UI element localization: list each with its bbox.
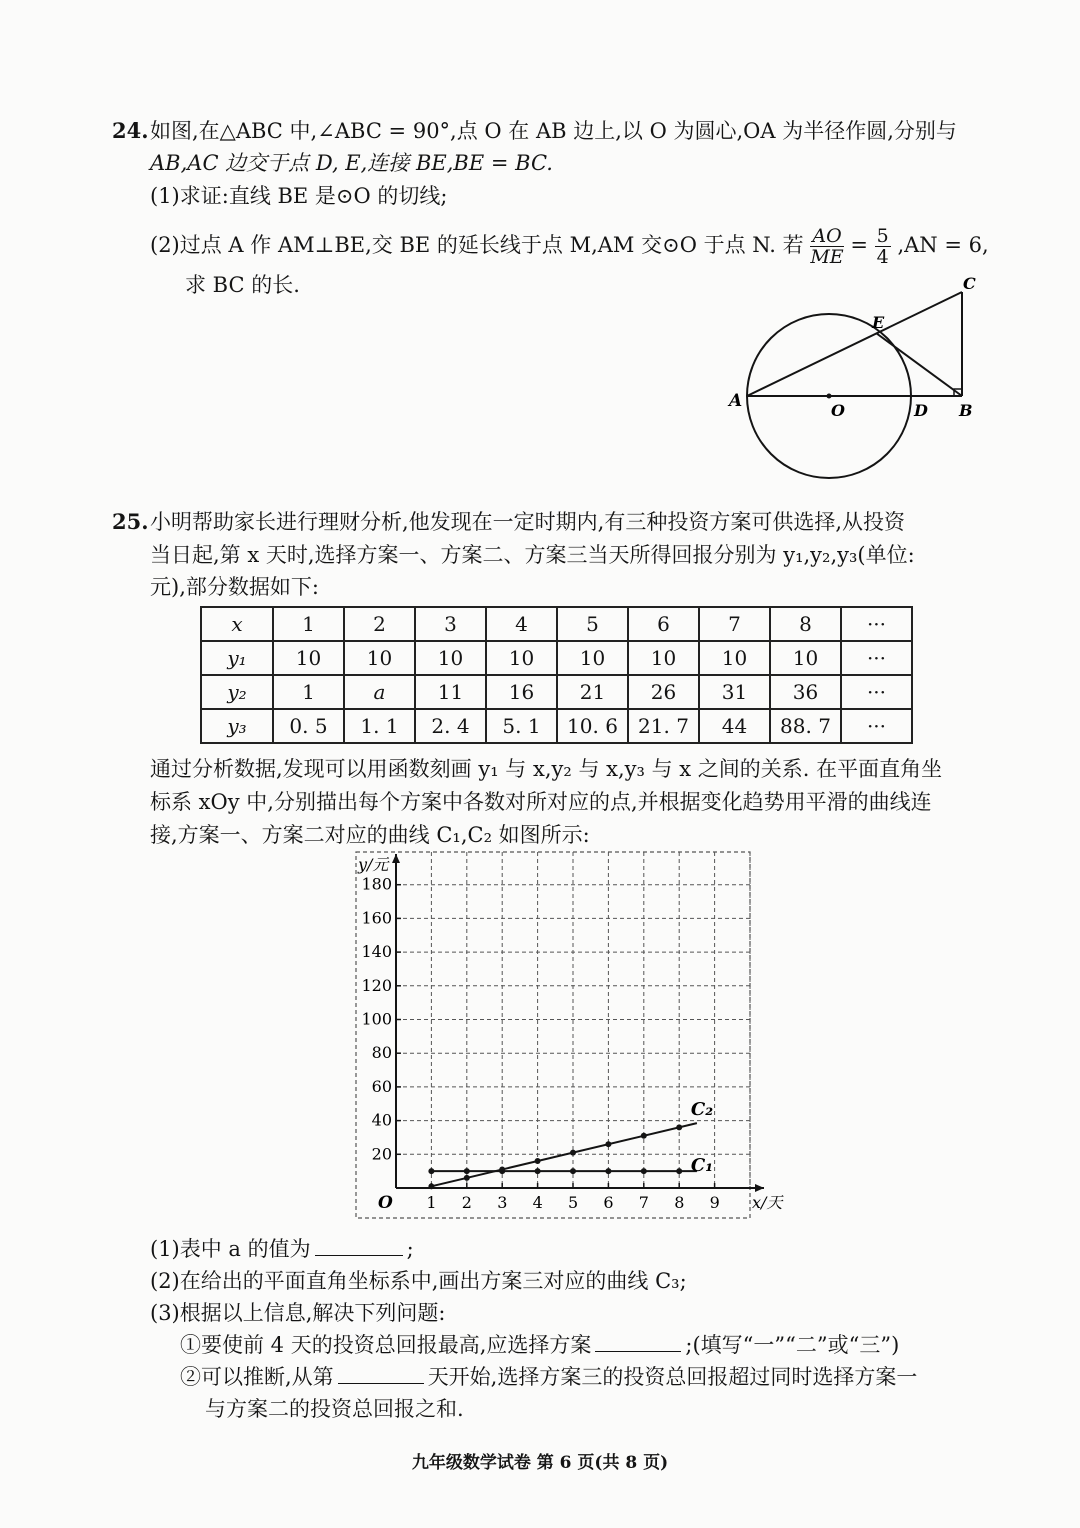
label-a: A [729,391,743,411]
q25-sub3-1 [180,1330,899,1360]
x-tick-label: 9 [709,1193,720,1212]
y-axis-label: y/元 [358,855,389,874]
x-tick-label: 4 [532,1193,543,1212]
table-cell: 10 [415,641,486,675]
table-cell: 16 [486,675,557,709]
sub3-1-hint: ;(填写“一”“二”或“三”) [685,1333,900,1357]
y-tick-label: 20 [371,1144,392,1164]
segment-be [876,333,962,396]
series-label-1: C₁ [690,1155,714,1177]
x-tick-label: 6 [603,1193,614,1212]
table-cell: y₁ [201,641,273,675]
table-cell: a [344,675,415,709]
y-tick-label: 140 [361,942,392,962]
table-cell: 10 [273,641,344,675]
ratio-den: 4 [876,246,889,268]
series-point-2 [676,1124,682,1130]
table-cell: 10 [770,641,841,675]
q25-line3: 元),部分数据如下: [150,575,319,599]
table-cell: 7 [699,607,770,641]
table-cell: 1 [273,607,344,641]
table-cell: ··· [841,709,912,743]
sub3-1-text: ①要使前 4 天的投资总回报最高,应选择方案 [180,1333,592,1357]
label-d: D [914,401,928,420]
table-cell: 1 [273,675,344,709]
table-cell: 21 [557,675,628,709]
x-tick-label: 1 [426,1193,437,1212]
series-point-1 [464,1168,470,1174]
series-point-2 [464,1175,470,1181]
q24-ratio [875,226,891,267]
y-tick-label: 100 [361,1009,392,1029]
q25-para2: 标系 xOy 中,分别描出每个方案中各数对所对应的点,并根据变化趋势用平滑的曲线连 [150,790,932,814]
table-cell: 10 [557,641,628,675]
series-point-1 [428,1168,434,1174]
q25-sub3-2-cont: 与方案二的投资总回报之和. [205,1397,464,1421]
y-tick-label: 40 [371,1110,392,1130]
table-row-y3 [201,709,912,743]
y-axis-arrow [392,854,400,863]
series-point-1 [605,1168,611,1174]
series-label-2: C₂ [690,1099,714,1121]
geometry-figure [725,275,995,490]
sub3-2-text: ②可以推断,从第 [180,1365,334,1389]
series-point-2 [428,1183,434,1189]
series-point-2 [570,1150,576,1156]
q25-sub3-2 [180,1362,917,1392]
table-cell: 10. 6 [557,709,628,743]
series-point-1 [676,1168,682,1174]
series-point-1 [641,1168,647,1174]
q24-part2-text: (2)过点 A 作 AM⊥BE,交 BE 的延长线于点 M,AM 交⊙O 于点 N. 若 [150,233,804,257]
table-cell: 5 [557,607,628,641]
q24-part2-ask: 求 BC 的长. [185,273,300,297]
x-axis-label: x/天 [752,1193,783,1212]
label-c: C [963,274,976,293]
data-table [200,606,913,744]
y-tick-label: 60 [371,1076,392,1096]
q25-para1: 通过分析数据,发现可以用函数刻画 y₁ 与 x,y₂ 与 x,y₃ 与 x 之间的关系. 在平面直角坐 [150,757,943,781]
q24-part1: (1)求证:直线 BE 是⊙O 的切线; [150,184,448,208]
series-point-1 [535,1168,541,1174]
y-tick-label: 160 [361,908,392,928]
table-cell: 5. 1 [486,709,557,743]
table-cell: 44 [699,709,770,743]
q25-sub3: (3)根据以上信息,解决下列问题: [150,1301,446,1325]
q25-para3: 接,方案一、方案二对应的曲线 C₁,C₂ 如图所示: [150,823,590,847]
sub1-end: ; [406,1237,414,1261]
table-cell: 0. 5 [273,709,344,743]
table-cell: 10 [486,641,557,675]
table-cell: 31 [699,675,770,709]
series-point-2 [605,1141,611,1147]
ratio-num: 5 [876,225,889,247]
q24-fraction [810,226,843,267]
table-cell: 2. 4 [415,709,486,743]
table-cell: 3 [415,607,486,641]
frac-num: AO [810,226,843,247]
table-cell: 10 [344,641,415,675]
q24-line2: AB,AC 边交于点 D, E,连接 BE,BE = BC. [150,151,553,175]
table-row-y1 [201,641,912,675]
q24-eq: = [850,233,868,257]
table-cell: 10 [628,641,699,675]
table-cell: 1. 1 [344,709,415,743]
table-cell: x [201,607,273,641]
frac-den: ME [810,246,844,268]
answer-blank-day[interactable] [338,1363,424,1384]
sub1-text: (1)表中 a 的值为 [150,1237,311,1261]
q25-line2: 当日起,第 x 天时,选择方案一、方案二、方案三当天所得回报分别为 y₁,y₂,y₃(单位: [150,543,915,567]
table-cell: ··· [841,641,912,675]
label-o: O [831,401,845,420]
x-tick-label: 2 [461,1193,472,1212]
label-e: E [872,313,885,332]
table-cell: 10 [699,641,770,675]
q24-part2 [150,226,989,267]
table-cell: 11 [415,675,486,709]
x-axis-arrow [755,1184,764,1192]
table-cell: 88. 7 [770,709,841,743]
x-tick-label: 5 [568,1193,579,1212]
table-cell: 6 [628,607,699,641]
q24-part2-tail: ,AN = 6, [897,233,989,257]
q24-number: 24. [112,118,149,143]
table-cell: y₃ [201,709,273,743]
q25-line1: 小明帮助家长进行理财分析,他发现在一定时期内,有三种投资方案可供选择,从投资 [150,510,906,534]
center-dot [827,394,832,399]
table-cell: ··· [841,607,912,641]
answer-blank-a[interactable] [315,1235,403,1256]
chart [330,848,783,1228]
page-footer: 九年级数学试卷 第 6 页(共 8 页) [411,1453,669,1473]
table-cell: 4 [486,607,557,641]
x-tick-label: 3 [497,1193,508,1212]
y-tick-label: 120 [361,975,392,995]
answer-blank-plan[interactable] [595,1331,681,1352]
table-cell: 26 [628,675,699,709]
q24-line1: 如图,在△ABC 中,∠ABC = 90°,点 O 在 AB 边上,以 O 为圆心,OA 为半径作圆,分别与 [150,119,957,143]
origin-label: O [378,1193,393,1213]
table-cell: 21. 7 [628,709,699,743]
table-cell: y₂ [201,675,273,709]
table-row-y2 [201,675,912,709]
x-tick-label: 8 [674,1193,685,1212]
segment-ac [747,292,962,396]
series-point-2 [641,1133,647,1139]
sub3-2-rest: 天开始,选择方案三的投资总回报超过同时选择方案一 [427,1365,918,1389]
q25-number: 25. [112,509,149,534]
table-row-x [201,607,912,641]
series-point-2 [499,1166,505,1172]
table-cell: 8 [770,607,841,641]
q25-sub1 [150,1234,414,1264]
series-point-2 [535,1158,541,1164]
table-cell: 36 [770,675,841,709]
label-b: B [959,401,973,420]
y-tick-label: 80 [371,1043,392,1063]
q25-sub2: (2)在给出的平面直角坐标系中,画出方案三对应的曲线 C₃; [150,1269,687,1293]
series-point-1 [570,1168,576,1174]
x-tick-label: 7 [638,1193,649,1212]
table-cell: 2 [344,607,415,641]
y-tick-label: 180 [361,874,392,894]
table-cell: ··· [841,675,912,709]
